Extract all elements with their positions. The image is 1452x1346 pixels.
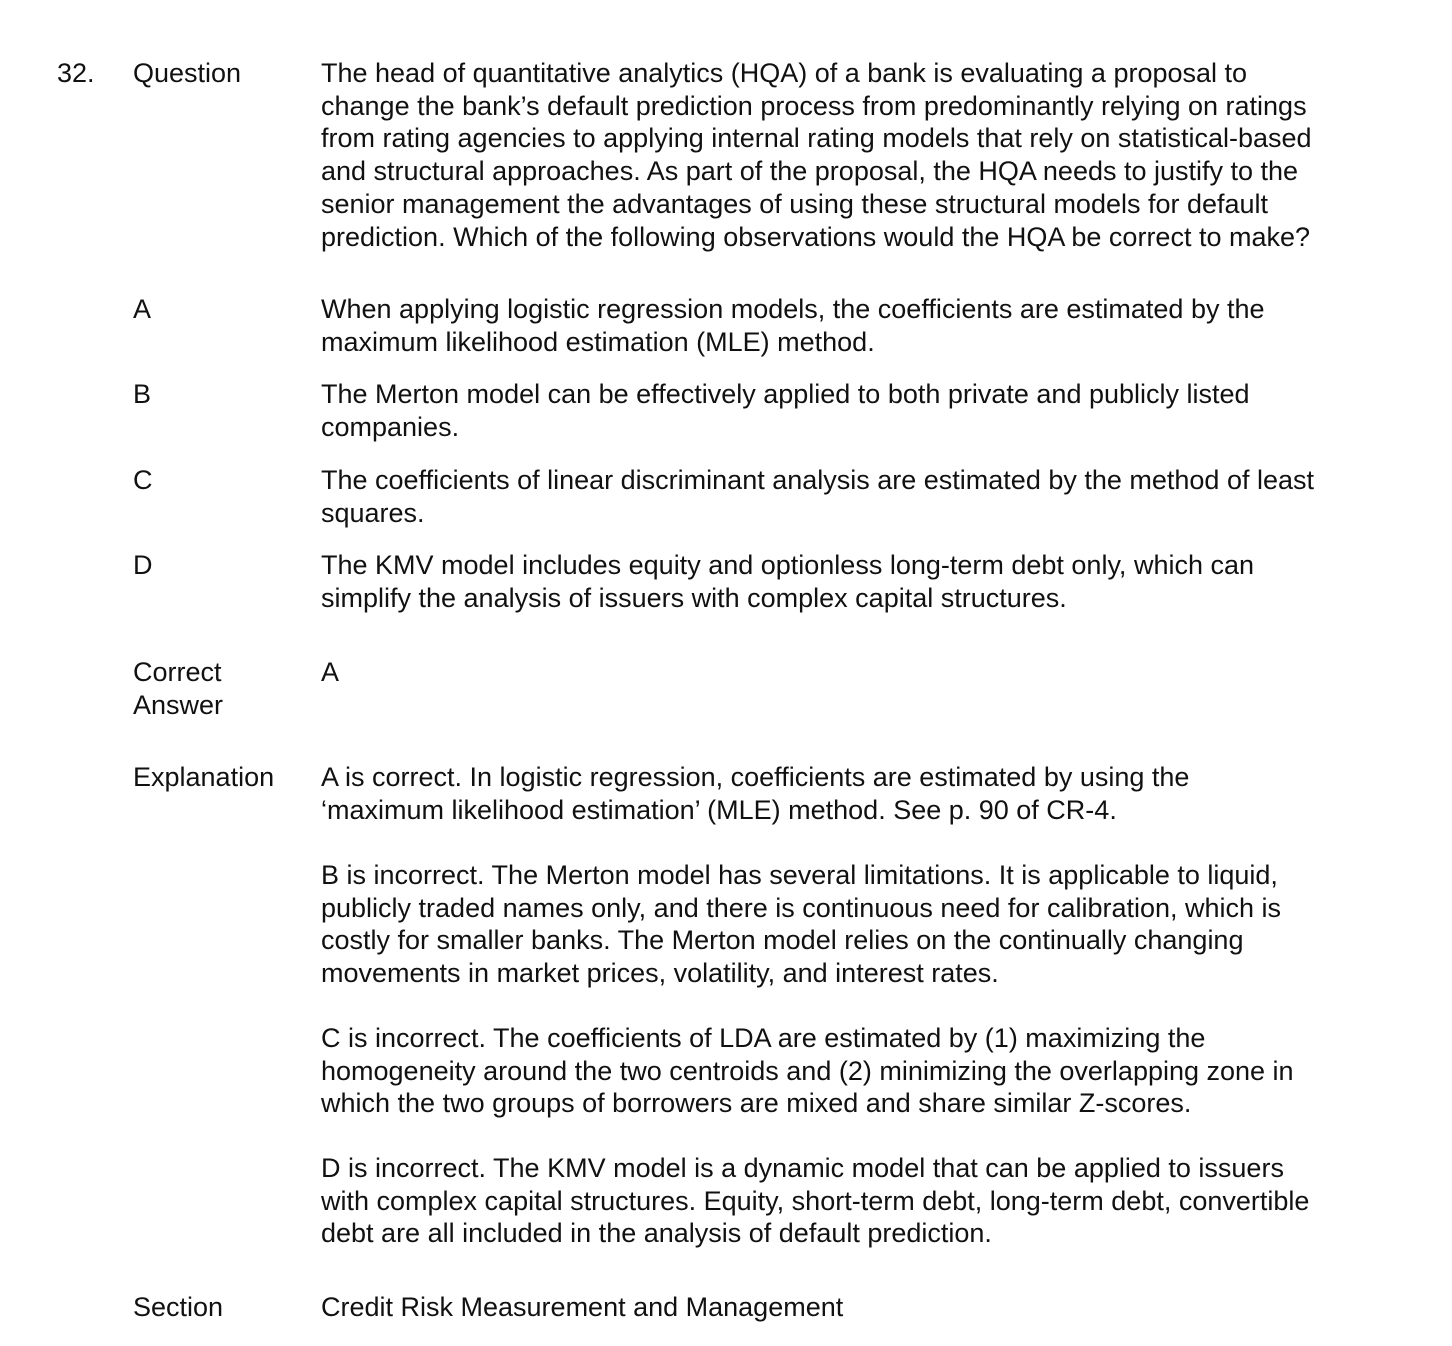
explanation-line: debt are all included in the analysis of default prediction. xyxy=(321,1218,992,1249)
option-text-line: simplify the analysis of issuers with complex capital structures. xyxy=(321,582,1067,613)
option-text-line: The KMV model includes equity and optionless long-term debt only, which can xyxy=(321,550,1255,580)
correct-answer-label xyxy=(133,656,313,721)
explanation-label: Explanation xyxy=(133,762,275,792)
explanation-line: D is incorrect. The KMV model is a dynamic model that can be applied to issuers xyxy=(321,1153,1284,1183)
question-number: 32. xyxy=(57,58,95,88)
explanation-paragraph-a xyxy=(321,761,1381,826)
explanation-paragraph-c xyxy=(321,1022,1381,1120)
option-a-text xyxy=(321,293,1381,358)
explanation-line: with complex capital structures. Equity, short-term debt, long-term debt, convertible xyxy=(321,1185,1310,1216)
option-c-text xyxy=(321,464,1381,529)
explanation-line: A is correct. In logistic regression, coefficients are estimated by using the xyxy=(321,762,1190,792)
correct-answer-label-line: Correct xyxy=(133,657,222,687)
option-c-letter: C xyxy=(133,465,153,495)
section-value: Credit Risk Measurement and Management xyxy=(321,1292,844,1322)
question-text-line: and structural approaches. As part of the proposal, the HQA needs to justify to the xyxy=(321,156,1299,187)
explanation-line: publicly traded names only, and there is continuous need for calibration, which is xyxy=(321,892,1282,923)
option-text-line: companies. xyxy=(321,411,460,442)
explanation-line: homogeneity around the two centroids and (2) minimizing the overlapping zone in xyxy=(321,1055,1294,1086)
explanation-paragraph-b xyxy=(321,859,1381,990)
option-text-line: When applying logistic regression models, the coefficients are estimated by the xyxy=(321,294,1265,324)
question-text-line: from rating agencies to applying internal rating models that rely on statistical-based xyxy=(321,123,1312,154)
option-b-letter: B xyxy=(133,379,152,409)
section-label: Section xyxy=(133,1292,224,1322)
explanation-line: which the two groups of borrowers are mixed and share similar Z-scores. xyxy=(321,1088,1192,1119)
correct-answer-value: A xyxy=(321,657,340,687)
question-text xyxy=(321,57,1381,253)
option-text-line: The coefficients of linear discriminant analysis are estimated by the method of least xyxy=(321,465,1315,495)
explanation-line: C is incorrect. The coefficients of LDA are estimated by (1) maximizing the xyxy=(321,1023,1206,1053)
explanation-line: movements in market prices, volatility, and interest rates. xyxy=(321,958,999,989)
explanation-line: B is incorrect. The Merton model has several limitations. It is applicable to liquid, xyxy=(321,860,1278,890)
option-a-letter: A xyxy=(133,294,152,324)
option-d-text xyxy=(321,549,1381,614)
question-text-line: prediction. Which of the following observations would the HQA be correct to make? xyxy=(321,221,1311,252)
question-text-line: The head of quantitative analytics (HQA) of a bank is evaluating a proposal to xyxy=(321,58,1248,88)
option-d-letter: D xyxy=(133,550,153,580)
option-text-line: maximum likelihood estimation (MLE) method. xyxy=(321,326,875,357)
correct-answer-label-line: Answer xyxy=(133,689,224,720)
question-label: Question xyxy=(133,58,242,88)
explanation-line: costly for smaller banks. The Merton model relies on the continually changing xyxy=(321,925,1244,956)
explanation-line: ‘maximum likelihood estimation’ (MLE) method. See p. 90 of CR-4. xyxy=(321,794,1117,825)
explanation-paragraph-d xyxy=(321,1152,1381,1250)
option-text-line: The Merton model can be effectively applied to both private and publicly listed xyxy=(321,379,1250,409)
question-text-line: senior management the advantages of using these structural models for default xyxy=(321,188,1269,219)
option-text-line: squares. xyxy=(321,497,425,528)
question-text-line: change the bank’s default prediction process from predominantly relying on ratings xyxy=(321,90,1307,121)
option-b-text xyxy=(321,378,1381,443)
